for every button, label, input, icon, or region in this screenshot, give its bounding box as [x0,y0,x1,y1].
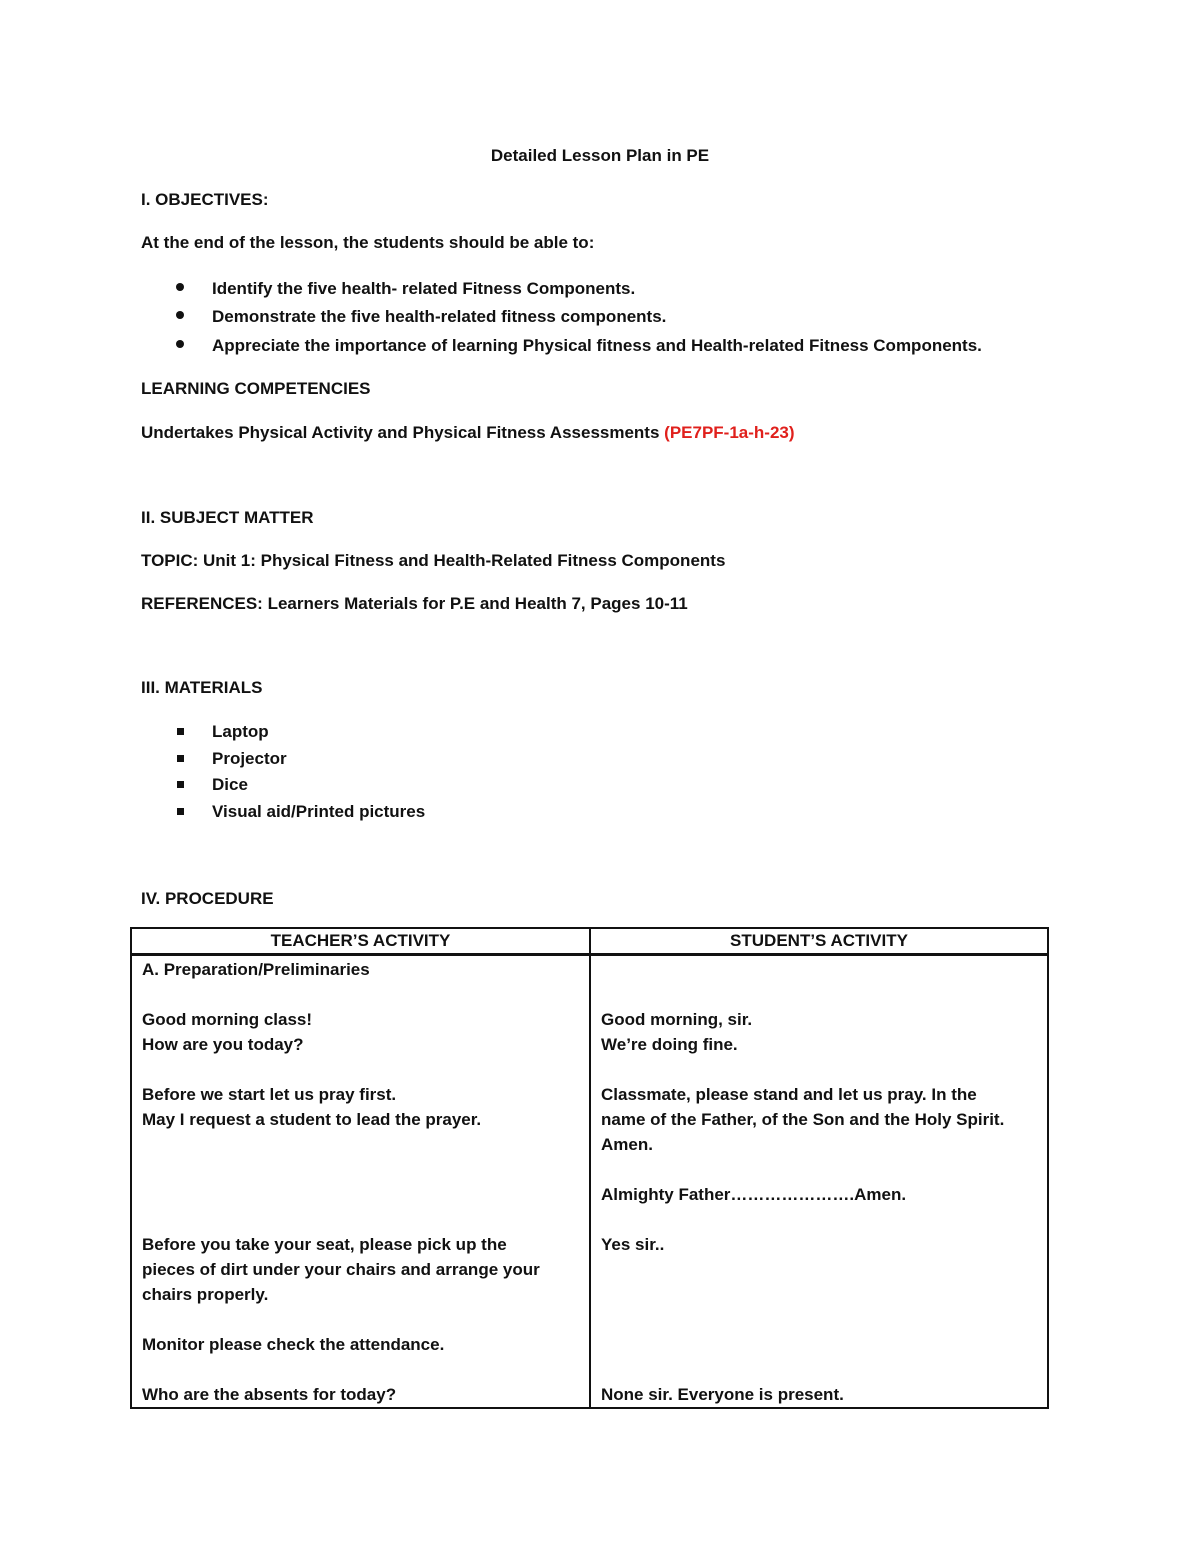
student-activity-line [601,982,1037,1007]
teacher-activity-line: chairs properly. [142,1285,269,1304]
teacher-activity-line [142,1157,579,1182]
student-activity-line: Almighty Father………………….Amen. [601,1185,907,1204]
teacher-activity-line: Before you take your seat, please pick up the [142,1235,507,1254]
competency-text: Undertakes Physical Activity and Physical Fitness Assessments [141,423,660,442]
references-line: REFERENCES: Learners Materials for P.E and Health 7, Pages 10-11 [141,594,688,613]
teacher-activity-line: pieces of dirt under your chairs and arrange your [142,1260,540,1279]
square-bullet-icon [177,808,184,815]
student-column-header: STUDENT’S ACTIVITY [590,928,1048,955]
student-activity-line [601,1282,1037,1307]
teacher-activity-line: May I request a student to lead the prayer. [142,1110,482,1129]
teacher-activity-line [142,1207,579,1232]
material-item: Projector [212,749,287,768]
student-activity-line: Good morning, sir. [601,1010,753,1029]
student-activity-line [601,1057,1037,1082]
objective-item: Identify the five health- related Fitness Components. [212,279,636,298]
teacher-activity-line [142,1357,579,1382]
teacher-activity-line [142,1182,579,1207]
table-row [131,955,1048,1409]
objectives-heading: I. OBJECTIVES: [141,190,269,209]
student-activity-line [601,1357,1037,1382]
teacher-activity-cell [131,955,590,1409]
teacher-activity-line: Before we start let us pray first. [142,1085,397,1104]
objective-item: Appreciate the importance of learning Physical fitness and Health-related Fitness Components. [212,336,982,355]
teacher-activity-line: Who are the absents for today? [142,1385,397,1404]
teacher-activity-line [142,1057,579,1082]
student-activity-cell [590,955,1048,1409]
materials-heading: III. MATERIALS [141,678,263,697]
student-activity-line [601,1307,1037,1332]
teacher-activity-line [142,982,579,1007]
student-activity-line: Amen. [601,1135,653,1154]
table-header-row [131,928,1048,955]
teacher-activity-line [142,1132,579,1157]
student-activity-line [601,957,1037,982]
student-activity-line [601,1207,1037,1232]
square-bullet-icon [177,755,184,762]
competencies-heading: LEARNING COMPETENCIES [141,379,371,398]
teacher-activity-line: A. Preparation/Preliminaries [142,960,370,979]
subject-matter-heading: II. SUBJECT MATTER [141,508,314,527]
competency-code: (PE7PF-1a-h-23) [664,423,795,442]
student-activity-line [601,1257,1037,1282]
student-activity-line: None sir. Everyone is present. [601,1385,844,1404]
student-activity-line [601,1157,1037,1182]
teacher-activity-line: Monitor please check the attendance. [142,1335,445,1354]
page-title: Detailed Lesson Plan in PE [490,146,710,165]
competency-line [141,423,795,443]
student-activity-line: We’re doing fine. [601,1035,738,1054]
material-item: Laptop [212,722,269,741]
material-item: Dice [212,775,248,794]
student-activity-line: Yes sir.. [601,1235,665,1254]
procedure-heading: IV. PROCEDURE [141,889,274,908]
bullet-icon [176,311,184,319]
teacher-column-header: TEACHER’S ACTIVITY [131,928,590,955]
student-activity-line: name of the Father, of the Son and the Holy Spirit. [601,1110,1005,1129]
procedure-table [130,927,1049,1409]
square-bullet-icon [177,781,184,788]
student-activity-line: Classmate, please stand and let us pray. In the [601,1085,977,1104]
objectives-intro: At the end of the lesson, the students should be able to: [141,233,595,252]
teacher-activity-line: Good morning class! [142,1010,313,1029]
bullet-icon [176,283,184,291]
teacher-activity-line: How are you today? [142,1035,304,1054]
square-bullet-icon [177,728,184,735]
objective-item: Demonstrate the five health-related fitness components. [212,307,667,326]
teacher-activity-line [142,1307,579,1332]
material-item: Visual aid/Printed pictures [212,802,426,821]
bullet-icon [176,340,184,348]
student-activity-line [601,1332,1037,1357]
topic-line: TOPIC: Unit 1: Physical Fitness and Health-Related Fitness Components [141,551,726,570]
